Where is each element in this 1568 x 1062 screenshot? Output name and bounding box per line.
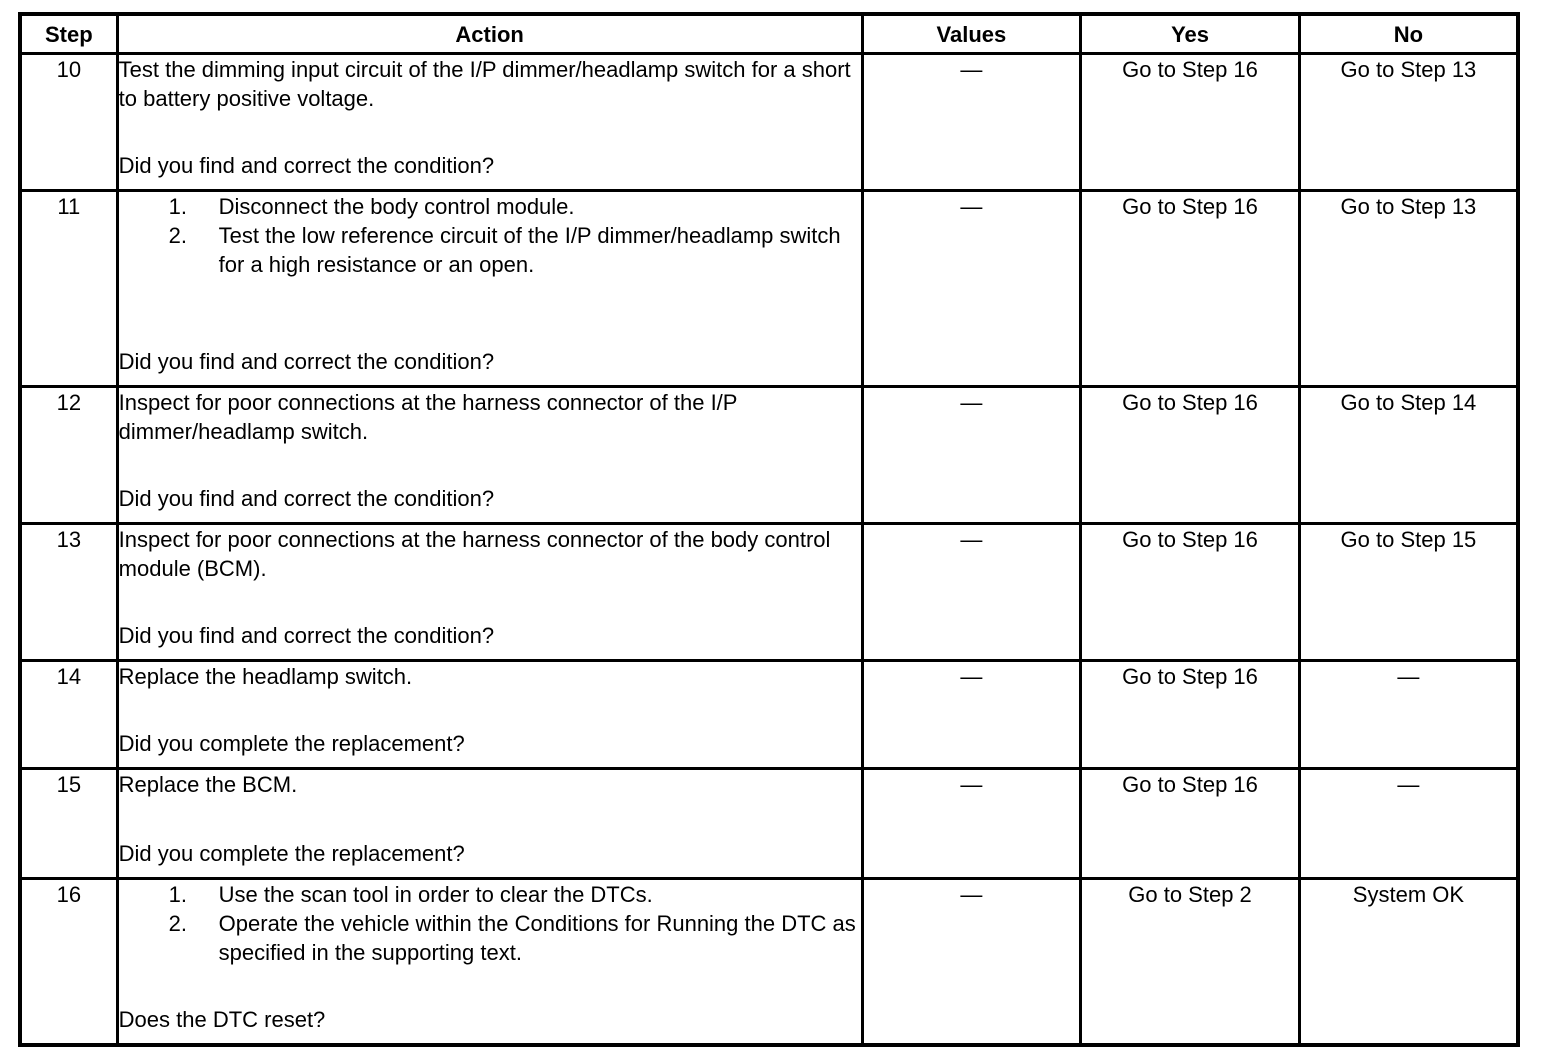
values-cell: — <box>862 387 1081 524</box>
header-row <box>20 14 1518 54</box>
action-question: Did you find and correct the condition? <box>118 349 495 374</box>
action-question: Did you find and correct the condition? <box>118 486 495 511</box>
action-question: Did you find and correct the condition? <box>118 623 495 648</box>
list-item: 1. Disconnect the body control module. <box>168 194 575 219</box>
action-cell <box>117 524 862 661</box>
values-cell: — <box>862 879 1081 1045</box>
action-cell <box>117 879 862 1045</box>
action-cell <box>117 769 862 879</box>
header-action: Action <box>117 14 862 54</box>
values-cell: — <box>862 54 1081 191</box>
action-list <box>119 880 861 967</box>
step-number: 15 <box>20 769 117 879</box>
action-list <box>119 192 861 279</box>
action-cell <box>117 661 862 769</box>
table-row <box>20 661 1518 769</box>
table-row <box>20 191 1518 387</box>
header-step: Step <box>20 14 117 54</box>
no-cell: — <box>1299 769 1518 879</box>
values-cell: — <box>862 769 1081 879</box>
step-number: 10 <box>20 54 117 191</box>
action-text: Inspect for poor connections at the harness connector of the I/P dimmer/headlamp switch. <box>118 390 738 444</box>
action-text: Test the dimming input circuit of the I/P dimmer/headlamp switch for a short to battery positive voltage. <box>118 57 851 111</box>
no-cell: System OK <box>1299 879 1518 1045</box>
no-cell: Go to Step 13 <box>1299 54 1518 191</box>
table-row <box>20 879 1518 1045</box>
diagnostic-table <box>18 12 1520 1047</box>
yes-cell: Go to Step 16 <box>1081 387 1300 524</box>
step-number: 13 <box>20 524 117 661</box>
yes-cell: Go to Step 16 <box>1081 524 1300 661</box>
table-row <box>20 769 1518 879</box>
action-question: Did you complete the replacement? <box>118 731 465 756</box>
action-cell <box>117 54 862 191</box>
action-text: Replace the headlamp switch. <box>118 664 413 689</box>
header-no: No <box>1299 14 1518 54</box>
yes-cell: Go to Step 16 <box>1081 191 1300 387</box>
action-text: Replace the BCM. <box>118 772 298 797</box>
header-values: Values <box>862 14 1081 54</box>
values-cell: — <box>862 661 1081 769</box>
action-cell <box>117 191 862 387</box>
no-cell: — <box>1299 661 1518 769</box>
action-text: Inspect for poor connections at the harness connector of the body control module (BCM). <box>118 527 831 581</box>
action-question: Does the DTC reset? <box>118 1007 326 1032</box>
action-question: Did you find and correct the condition? <box>118 153 495 178</box>
values-cell: — <box>862 191 1081 387</box>
yes-cell: Go to Step 16 <box>1081 661 1300 769</box>
table-row <box>20 524 1518 661</box>
yes-cell: Go to Step 16 <box>1081 769 1300 879</box>
step-number: 12 <box>20 387 117 524</box>
step-number: 14 <box>20 661 117 769</box>
no-cell: Go to Step 14 <box>1299 387 1518 524</box>
list-item: 1. Use the scan tool in order to clear the DTCs. <box>168 882 653 907</box>
step-number: 11 <box>20 191 117 387</box>
table-row <box>20 54 1518 191</box>
yes-cell: Go to Step 2 <box>1081 879 1300 1045</box>
no-cell: Go to Step 13 <box>1299 191 1518 387</box>
list-item: 2. Test the low reference circuit of the I/P dimmer/headlamp switch for a high resistance or an open. <box>168 223 841 277</box>
yes-cell: Go to Step 16 <box>1081 54 1300 191</box>
table-row <box>20 387 1518 524</box>
list-item: 2. Operate the vehicle within the Conditions for Running the DTC as specified in the supporting text. <box>168 911 856 965</box>
no-cell: Go to Step 15 <box>1299 524 1518 661</box>
action-question: Did you complete the replacement? <box>118 841 465 866</box>
action-cell <box>117 387 862 524</box>
header-yes: Yes <box>1081 14 1300 54</box>
values-cell: — <box>862 524 1081 661</box>
step-number: 16 <box>20 879 117 1045</box>
